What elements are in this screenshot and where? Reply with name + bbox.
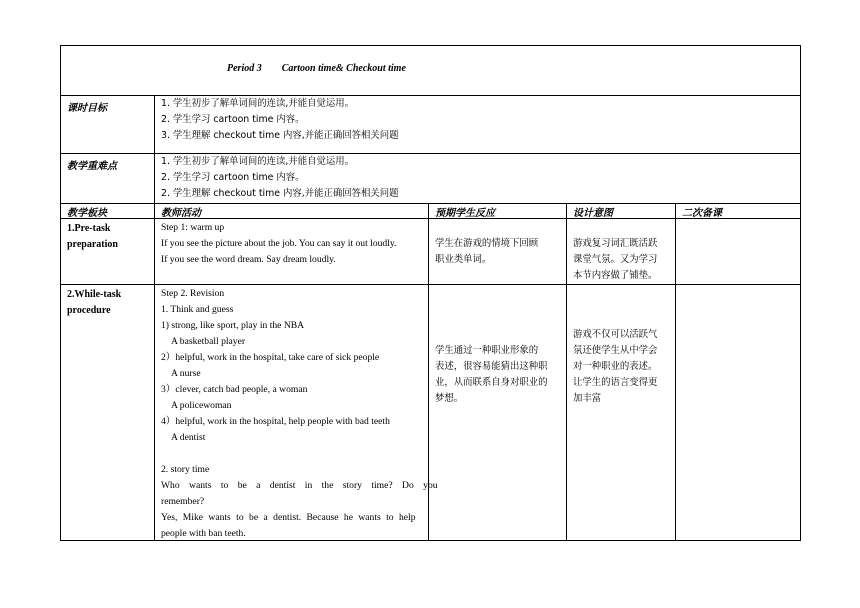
- section-name-line: 2.While-task: [67, 289, 122, 300]
- intent-line: 课堂气氛。又为学习: [573, 254, 658, 265]
- activity-line: remember?: [161, 496, 205, 507]
- header-response: 预期学生反应: [435, 208, 495, 219]
- key-points-row: [61, 154, 800, 204]
- header-activity: 教师活动: [161, 208, 201, 219]
- key-point-item: 2. 学生理解 checkout time 内容,并能正确回答相关问题: [161, 188, 399, 199]
- response-cell: [428, 219, 566, 284]
- intent-line: 本节内容做了铺垫。: [573, 270, 658, 281]
- response-line: 表述，很容易能猜出这种职: [435, 361, 548, 372]
- intent-line: 对一种职业的表述。: [573, 361, 658, 372]
- section-row: [61, 219, 800, 285]
- goals-row: [61, 96, 800, 154]
- goal-item: 3. 学生理解 checkout time 内容,并能正确回答相关问题: [161, 130, 399, 141]
- section-name: [67, 221, 118, 253]
- key-points-cell: [154, 154, 800, 203]
- activity-line: 2. story time: [161, 464, 210, 475]
- activity-line: 1. Think and guess: [161, 304, 234, 315]
- section-name-line: preparation: [67, 239, 118, 250]
- intent-line: 让学生的语言变得更: [573, 377, 658, 388]
- response-line: 业，从而联系自身对职业的: [435, 377, 548, 388]
- activity-line: If you see the picture about the job. You can say it out loudly.: [161, 238, 397, 249]
- activity-line: Step 2. Revision: [161, 288, 225, 299]
- column-header-row: [61, 204, 800, 219]
- response-line: 梦想。: [435, 393, 464, 404]
- section-name: [67, 287, 121, 319]
- key-points-label: 教学重难点: [67, 161, 117, 172]
- activity-line: A nurse: [171, 368, 201, 379]
- title-row: [61, 46, 800, 96]
- activity-line: Step 1: warm up: [161, 222, 225, 233]
- goals-label: 课时目标: [67, 103, 107, 114]
- intent-line: 游戏不仅可以活跃气: [573, 329, 658, 340]
- header-second-prep: 二次备课: [682, 208, 722, 219]
- section-row: [61, 285, 800, 540]
- response-cell: [428, 285, 566, 540]
- intent-cell: [566, 219, 675, 284]
- goals-cell: [154, 96, 800, 153]
- header-intent: 设计意图: [573, 208, 613, 219]
- lesson-plan-table: [60, 45, 801, 541]
- activity-line: 4）helpful, work in the hospital, help people with bad teeth: [161, 416, 390, 427]
- activity-line: A dentist: [171, 432, 206, 443]
- response-line: 学生在游戏的情境下回顾: [435, 238, 539, 249]
- key-point-item: 2. 学生学习 cartoon time 内容。: [161, 172, 305, 183]
- activity-line: Yes, Mike wants to be a dentist. Because he wants to help: [161, 512, 416, 523]
- intent-line: 氛还使学生从中学会: [573, 345, 658, 356]
- section-name-line: 1.Pre-task: [67, 223, 111, 234]
- intent-cell: [566, 285, 675, 540]
- response-line: 职业类单词。: [435, 254, 492, 265]
- response-line: 学生通过一种职业形象的: [435, 345, 539, 356]
- page-title: Period 3 Cartoon time& Checkout time: [227, 63, 406, 74]
- activity-line: A basketball player: [171, 336, 246, 347]
- activity-line: 2）helpful, work in the hospital, take care of sick people: [161, 352, 380, 363]
- activity-line: A policewoman: [171, 400, 232, 411]
- intent-line: 游戏复习词汇既活跃: [573, 238, 658, 249]
- activity-line: If you see the word dream. Say dream loudly.: [161, 254, 336, 265]
- activity-cell: [154, 219, 428, 284]
- activity-line: 1) strong, like sport, play in the NBA: [161, 320, 305, 331]
- header-cell-response: [428, 204, 566, 218]
- header-cell-second: [675, 204, 800, 218]
- header-cell-activity: [154, 204, 428, 218]
- header-cell-intent: [566, 204, 675, 218]
- activity-line: Who wants to be a dentist in the story time? Do you: [161, 480, 438, 491]
- second-prep-cell: [675, 285, 800, 540]
- key-point-item: 1. 学生初步了解单词间的连读,并能自觉运用。: [161, 156, 355, 167]
- second-prep-cell: [675, 219, 800, 284]
- activity-blank-line: [161, 446, 423, 462]
- goal-item: 2. 学生学习 cartoon time 内容。: [161, 114, 305, 125]
- section-name-line: procedure: [67, 305, 111, 316]
- goal-item: 1. 学生初步了解单词间的连读,并能自觉运用。: [161, 98, 355, 109]
- activity-line: people with ban teeth.: [161, 528, 246, 539]
- activity-line: 3）clever, catch bad people, a woman: [161, 384, 308, 395]
- header-section: 教学板块: [67, 208, 107, 219]
- activity-cell: [154, 285, 438, 540]
- intent-line: 加丰富: [573, 393, 602, 404]
